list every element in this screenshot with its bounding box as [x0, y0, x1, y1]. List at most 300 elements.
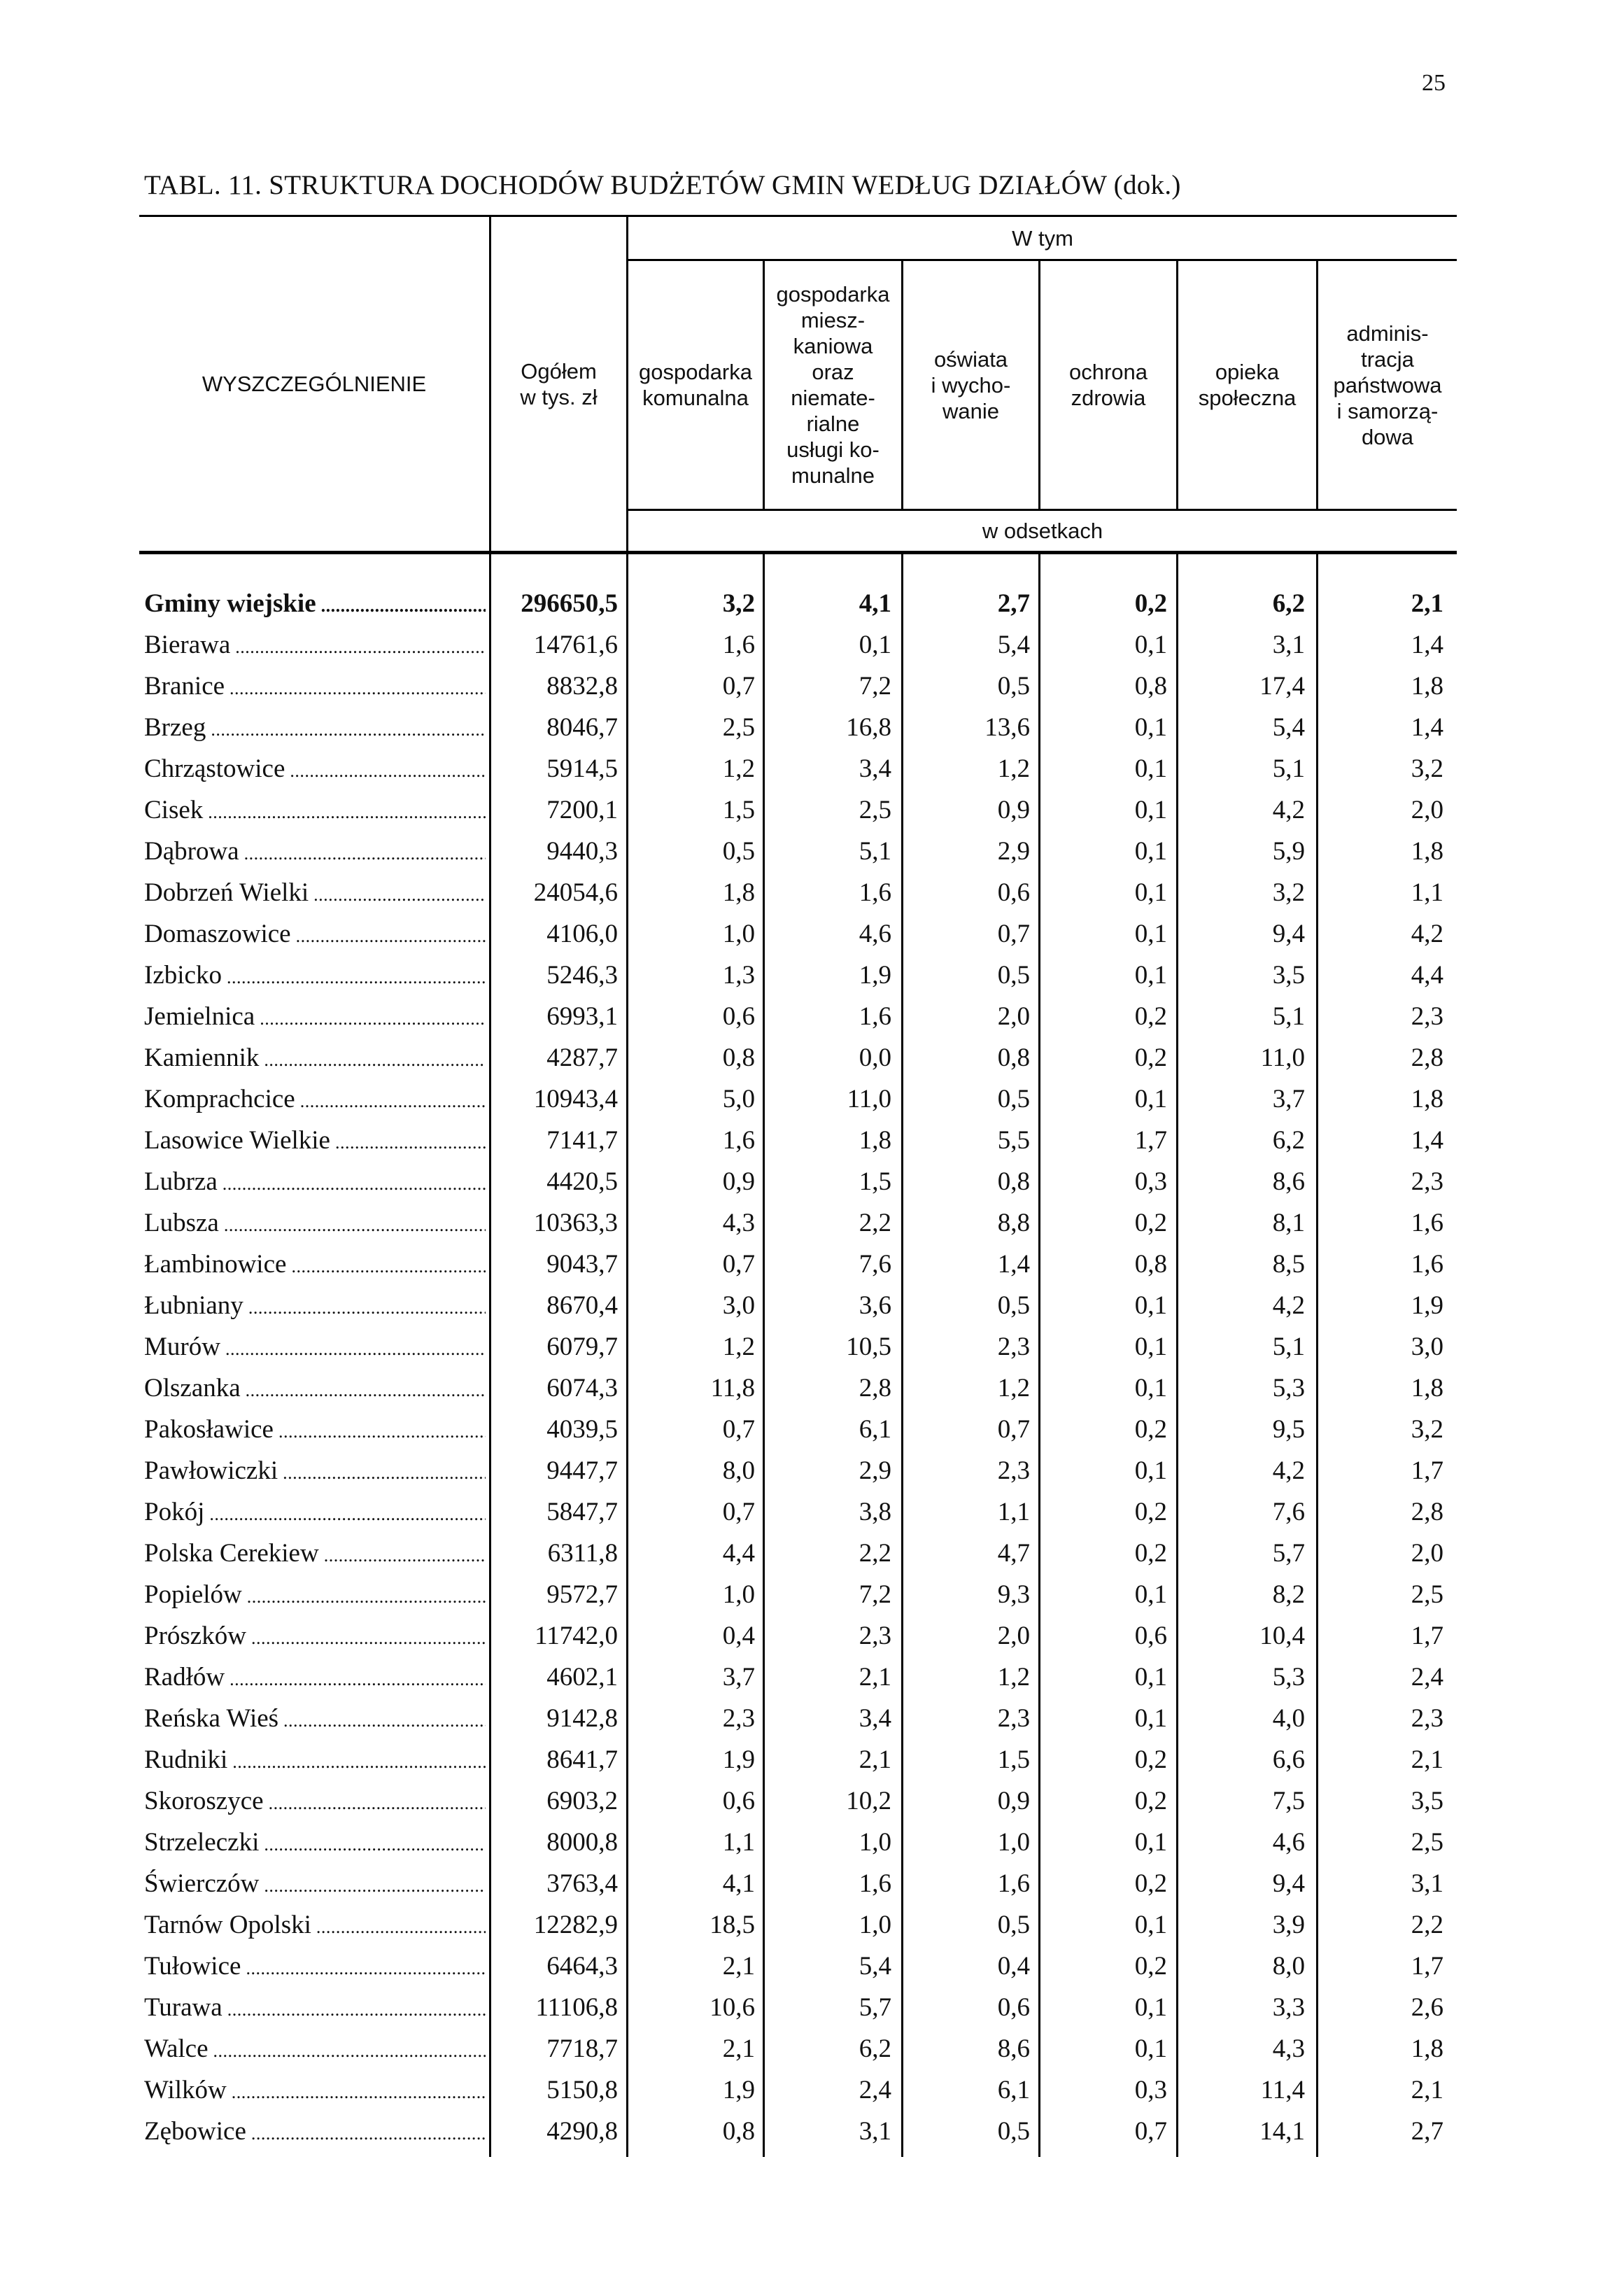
row-label: Cisek .....: [144, 795, 486, 825]
header-opieka: [1178, 261, 1316, 509]
cell-percent: 2,3: [997, 1333, 1030, 1361]
cell-percent: 5,4: [997, 631, 1030, 659]
cell-percent: 3,7: [722, 1663, 755, 1692]
table-row: [139, 1326, 1457, 1368]
header-line: ochrona: [1068, 360, 1148, 384]
row-label: Domaszowice .....: [144, 919, 486, 949]
cell-percent: 5,4: [859, 1952, 891, 1981]
table-row: [139, 1078, 1457, 1120]
table-row: [139, 1491, 1457, 1533]
cell-percent: 1,7: [1134, 1126, 1167, 1155]
cell-percent: 2,4: [1411, 1663, 1443, 1692]
table-row: [139, 913, 1457, 955]
table-row: [139, 1822, 1457, 1863]
cell-percent: 9,4: [1272, 920, 1305, 948]
cell-percent: 2,2: [1411, 1911, 1443, 1939]
cell-percent: 0,5: [997, 1911, 1030, 1939]
cell-percent: 4,1: [722, 1869, 755, 1898]
cell-percent: 0,3: [1134, 2076, 1167, 2104]
cell-percent: 0,1: [1134, 1456, 1167, 1485]
header-gosp-kom: [628, 261, 763, 509]
cell-total: 296650,5: [521, 589, 618, 618]
cell-percent: 2,7: [997, 589, 1030, 618]
cell-percent: 0,0: [859, 1043, 891, 1072]
cell-total: 8641,7: [546, 1745, 618, 1774]
table-row: [139, 1946, 1457, 1987]
cell-percent: 2,8: [859, 1374, 891, 1402]
cell-percent: 7,5: [1272, 1787, 1305, 1815]
table-row: [139, 1161, 1457, 1202]
cell-percent: 2,9: [997, 837, 1030, 866]
row-label: Pokój .....: [144, 1497, 486, 1527]
cell-percent: 0,9: [997, 1787, 1030, 1815]
cell-percent: 0,8: [997, 1167, 1030, 1196]
cell-percent: 8,0: [1272, 1952, 1305, 1981]
cell-percent: 0,5: [997, 672, 1030, 701]
cell-percent: 1,5: [859, 1167, 891, 1196]
table-row: [139, 955, 1457, 996]
table-title: TABL. 11. STRUKTURA DOCHODÓW BUDŻETÓW GMIN WEDŁUG DZIAŁÓW (dok.): [144, 170, 1181, 200]
cell-percent: 0,2: [1134, 1043, 1167, 1072]
row-label: Komprachcice .....: [144, 1084, 486, 1114]
cell-percent: 2,5: [859, 796, 891, 824]
header-unit-label: w odsetkach: [982, 519, 1103, 543]
table-row: [139, 666, 1457, 707]
cell-total: 8670,4: [546, 1291, 618, 1320]
cell-percent: 1,5: [997, 1745, 1030, 1774]
header-line: tracja: [1361, 346, 1414, 372]
cell-percent: 3,4: [859, 754, 891, 783]
row-label: Dobrzeń Wielki .....: [144, 878, 486, 908]
cell-percent: 0,2: [1134, 589, 1167, 618]
cell-total: 7718,7: [546, 2034, 618, 2063]
cell-percent: 0,1: [1134, 1911, 1167, 1939]
cell-total: 4290,8: [546, 2117, 618, 2146]
cell-percent: 1,9: [722, 2076, 755, 2104]
cell-percent: 9,4: [1272, 1869, 1305, 1898]
header-line: w tys. zł: [520, 384, 598, 409]
cell-percent: 17,4: [1259, 672, 1305, 701]
cell-total: 12282,9: [533, 1911, 618, 1939]
cell-total: 9447,7: [546, 1456, 618, 1485]
cell-percent: 8,6: [1272, 1167, 1305, 1196]
cell-percent: 3,1: [859, 2117, 891, 2146]
cell-percent: 7,6: [1272, 1498, 1305, 1526]
header-stub-label: WYSZCZEGÓLNIENIE: [202, 372, 427, 396]
cell-percent: 3,7: [1272, 1085, 1305, 1113]
cell-percent: 0,7: [997, 920, 1030, 948]
cell-percent: 0,9: [997, 796, 1030, 824]
cell-percent: 4,0: [1272, 1704, 1305, 1733]
cell-percent: 2,0: [1411, 796, 1443, 824]
cell-total: 4106,0: [546, 920, 618, 948]
table-row: [139, 1657, 1457, 1698]
table-row: [139, 1450, 1457, 1491]
header-admin: [1318, 261, 1457, 509]
cell-percent: 7,2: [859, 1580, 891, 1609]
header-line: komunalna: [642, 386, 749, 410]
cell-percent: 3,6: [859, 1291, 891, 1320]
cell-percent: 6,2: [1272, 589, 1305, 618]
cell-percent: 1,0: [997, 1828, 1030, 1857]
header-line: gospodarka: [776, 282, 890, 307]
cell-percent: 2,4: [859, 2076, 891, 2104]
header-line: adminis-: [1346, 321, 1429, 346]
summary-row: [139, 583, 1457, 624]
row-label: Gminy wiejskie .....: [144, 589, 486, 619]
cell-percent: 0,1: [1134, 961, 1167, 990]
cell-total: 8000,8: [546, 1828, 618, 1857]
cell-percent: 2,1: [859, 1663, 891, 1692]
header-total: [491, 217, 626, 551]
cell-total: 5246,3: [546, 961, 618, 990]
row-label: Bierawa .....: [144, 630, 486, 660]
cell-percent: 11,8: [710, 1374, 755, 1402]
cell-percent: 1,6: [859, 1869, 891, 1898]
header-line: dowa: [1361, 424, 1414, 449]
cell-total: 8046,7: [546, 713, 618, 742]
cell-percent: 0,1: [1134, 1085, 1167, 1113]
cell-percent: 5,7: [859, 1993, 891, 2022]
table-row: [139, 1780, 1457, 1822]
cell-percent: 13,6: [984, 713, 1030, 742]
cell-total: 4039,5: [546, 1415, 618, 1444]
cell-total: 10363,3: [533, 1209, 618, 1237]
cell-percent: 2,5: [1411, 1580, 1443, 1609]
cell-percent: 0,1: [1134, 1663, 1167, 1692]
cell-percent: 0,4: [997, 1952, 1030, 1981]
cell-total: 6903,2: [546, 1787, 618, 1815]
cell-percent: 0,1: [1134, 920, 1167, 948]
cell-percent: 5,5: [997, 1126, 1030, 1155]
header-ochrona: [1040, 261, 1176, 509]
cell-percent: 10,6: [709, 1993, 755, 2022]
cell-total: 4602,1: [546, 1663, 618, 1692]
cell-percent: 0,4: [722, 1622, 755, 1650]
header-line: rialne: [806, 412, 860, 436]
cell-percent: 10,2: [846, 1787, 891, 1815]
cell-percent: 3,9: [1272, 1911, 1305, 1939]
cell-percent: 2,1: [722, 2034, 755, 2063]
cell-percent: 1,6: [1411, 1209, 1443, 1237]
cell-percent: 2,3: [997, 1704, 1030, 1733]
cell-total: 8832,8: [546, 672, 618, 701]
table-row: [139, 1244, 1457, 1285]
table-row: [139, 748, 1457, 789]
table-row: [139, 1698, 1457, 1739]
cell-percent: 1,4: [1411, 1126, 1443, 1155]
cell-total: 5847,7: [546, 1498, 618, 1526]
cell-percent: 0,1: [1134, 837, 1167, 866]
header-line: munalne: [791, 463, 875, 488]
header-unit: [628, 511, 1457, 551]
cell-percent: 1,6: [859, 878, 891, 907]
cell-percent: 0,6: [722, 1787, 755, 1815]
cell-percent: 16,8: [846, 713, 891, 742]
cell-percent: 0,8: [997, 1043, 1030, 1072]
cell-percent: 11,0: [1260, 1043, 1305, 1072]
cell-percent: 3,2: [1411, 1415, 1443, 1444]
header-line: i wycho-: [931, 372, 1011, 398]
cell-percent: 2,1: [859, 1745, 891, 1774]
cell-percent: 8,1: [1272, 1209, 1305, 1237]
row-label: Lasowice Wielkie .....: [144, 1125, 486, 1155]
cell-percent: 0,9: [722, 1167, 755, 1196]
cell-percent: 0,5: [997, 961, 1030, 990]
cell-percent: 4,2: [1411, 920, 1443, 948]
row-label: Tarnów Opolski .....: [144, 1910, 486, 1940]
cell-percent: 0,2: [1134, 1539, 1167, 1568]
cell-percent: 2,3: [1411, 1704, 1443, 1733]
cell-percent: 2,2: [859, 1209, 891, 1237]
cell-percent: 1,2: [997, 1374, 1030, 1402]
cell-percent: 3,2: [1272, 878, 1305, 907]
cell-percent: 0,7: [722, 1415, 755, 1444]
cell-percent: 6,2: [1272, 1126, 1305, 1155]
header-line: społeczna: [1198, 386, 1297, 410]
cell-percent: 0,1: [1134, 713, 1167, 742]
row-label: Reńska Wieś .....: [144, 1703, 486, 1734]
cell-percent: 1,0: [722, 920, 755, 948]
cell-percent: 8,6: [997, 2034, 1030, 2063]
table-row: [139, 1202, 1457, 1244]
page-number: 25: [1422, 70, 1446, 96]
cell-percent: 1,2: [722, 754, 755, 783]
cell-percent: 1,5: [722, 796, 755, 824]
cell-percent: 1,8: [1411, 1085, 1443, 1113]
cell-percent: 0,2: [1134, 1787, 1167, 1815]
table-row: [139, 624, 1457, 666]
cell-percent: 1,0: [859, 1911, 891, 1939]
row-label: Prószków .....: [144, 1621, 486, 1651]
row-label: Walce .....: [144, 2034, 486, 2064]
cell-percent: 10,4: [1259, 1622, 1305, 1650]
cell-percent: 2,7: [1411, 2117, 1443, 2146]
header-line: usługi ko-: [786, 437, 880, 462]
cell-percent: 1,9: [1411, 1291, 1443, 1320]
cell-percent: 2,5: [1411, 1828, 1443, 1857]
row-label: Lubsza .....: [144, 1208, 486, 1238]
cell-percent: 0,7: [722, 1250, 755, 1279]
cell-total: 9142,8: [546, 1704, 618, 1733]
cell-percent: 1,8: [1411, 2034, 1443, 2063]
header-line: kaniowa: [793, 334, 873, 358]
cell-percent: 7,6: [859, 1250, 891, 1279]
row-label: Izbicko .....: [144, 960, 486, 990]
cell-percent: 6,6: [1272, 1745, 1305, 1774]
table-row: [139, 1987, 1457, 2028]
cell-percent: 3,1: [1411, 1869, 1443, 1898]
cell-percent: 1,6: [1411, 1250, 1443, 1279]
cell-percent: 1,2: [997, 1663, 1030, 1692]
cell-percent: 2,0: [1411, 1539, 1443, 1568]
cell-percent: 1,3: [722, 961, 755, 990]
cell-percent: 0,2: [1134, 1745, 1167, 1774]
cell-total: 7141,7: [546, 1126, 618, 1155]
cell-percent: 3,4: [859, 1704, 891, 1733]
cell-percent: 0,7: [722, 672, 755, 701]
cell-total: 6074,3: [546, 1374, 618, 1402]
table-body: [139, 583, 1457, 2152]
cell-total: 5150,8: [546, 2076, 618, 2104]
cell-total: 3763,4: [546, 1869, 618, 1898]
cell-percent: 0,8: [1134, 672, 1167, 701]
table-row: [139, 1409, 1457, 1450]
cell-percent: 0,3: [1134, 1167, 1167, 1196]
cell-percent: 5,0: [722, 1085, 755, 1113]
table-row: [139, 1037, 1457, 1078]
header-line: gospodarka: [638, 360, 752, 384]
cell-percent: 0,1: [1134, 1993, 1167, 2022]
cell-percent: 2,3: [1411, 1167, 1443, 1196]
cell-percent: 0,5: [997, 1085, 1030, 1113]
cell-percent: 0,1: [1134, 1374, 1167, 1402]
cell-percent: 5,1: [1272, 754, 1305, 783]
cell-percent: 2,0: [997, 1622, 1030, 1650]
cell-percent: 1,0: [859, 1828, 891, 1857]
cell-percent: 0,5: [997, 1291, 1030, 1320]
table-row: [139, 831, 1457, 872]
table-row: [139, 1368, 1457, 1409]
cell-percent: 1,4: [1411, 713, 1443, 742]
cell-percent: 1,2: [722, 1333, 755, 1361]
row-label: Łubniany .....: [144, 1291, 486, 1321]
cell-percent: 9,5: [1272, 1415, 1305, 1444]
cell-total: 10943,4: [533, 1085, 618, 1113]
cell-percent: 1,1: [1411, 878, 1443, 907]
table-row: [139, 1904, 1457, 1946]
cell-percent: 4,1: [859, 589, 891, 618]
cell-percent: 6,1: [859, 1415, 891, 1444]
cell-percent: 0,7: [997, 1415, 1030, 1444]
cell-percent: 1,8: [1411, 672, 1443, 701]
cell-percent: 2,3: [859, 1622, 891, 1650]
cell-percent: 1,7: [1411, 1456, 1443, 1485]
header-group-label: W tym: [1012, 225, 1073, 251]
row-label: Chrząstowice .....: [144, 754, 486, 784]
cell-percent: 1,1: [722, 1828, 755, 1857]
cell-percent: 3,2: [1411, 754, 1443, 783]
cell-percent: 5,1: [859, 837, 891, 866]
cell-percent: 1,0: [722, 1580, 755, 1609]
cell-percent: 1,4: [1411, 631, 1443, 659]
cell-percent: 2,5: [722, 713, 755, 742]
cell-percent: 10,5: [846, 1333, 891, 1361]
cell-percent: 2,8: [1411, 1043, 1443, 1072]
header-line: opieka: [1215, 360, 1280, 384]
cell-percent: 4,4: [722, 1539, 755, 1568]
row-label: Turawa .....: [144, 1992, 486, 2023]
cell-percent: 0,2: [1134, 1952, 1167, 1981]
row-label: Polska Cerekiew .....: [144, 1538, 486, 1568]
cell-percent: 5,3: [1272, 1374, 1305, 1402]
table-row: [139, 1533, 1457, 1574]
cell-percent: 0,1: [1134, 1704, 1167, 1733]
cell-percent: 8,0: [722, 1456, 755, 1485]
cell-percent: 0,6: [997, 878, 1030, 907]
cell-total: 4287,7: [546, 1043, 618, 1072]
row-label: Lubrza .....: [144, 1167, 486, 1197]
cell-percent: 3,1: [1272, 631, 1305, 659]
cell-percent: 0,1: [1134, 631, 1167, 659]
cell-percent: 2,1: [1411, 589, 1443, 618]
cell-percent: 3,5: [1411, 1787, 1443, 1815]
cell-percent: 2,3: [1411, 1002, 1443, 1031]
cell-percent: 4,3: [722, 1209, 755, 1237]
table-row: [139, 872, 1457, 913]
header-line: miesz-: [800, 308, 866, 332]
cell-percent: 0,2: [1134, 1209, 1167, 1237]
cell-percent: 2,3: [722, 1704, 755, 1733]
cell-total: 6079,7: [546, 1333, 618, 1361]
cell-percent: 11,4: [1260, 2076, 1305, 2104]
table-row: [139, 2069, 1457, 2111]
header-line: Ogółem: [521, 358, 597, 384]
cell-percent: 0,7: [1134, 2117, 1167, 2146]
row-label: Rudniki .....: [144, 1745, 486, 1775]
cell-percent: 0,1: [1134, 1828, 1167, 1857]
row-label: Strzeleczki .....: [144, 1827, 486, 1857]
cell-percent: 3,8: [859, 1498, 891, 1526]
header-bottom-rule: [139, 551, 1457, 554]
cell-total: 9572,7: [546, 1580, 618, 1609]
cell-total: 6464,3: [546, 1952, 618, 1981]
cell-percent: 1,8: [722, 878, 755, 907]
cell-percent: 8,5: [1272, 1250, 1305, 1279]
cell-percent: 5,7: [1272, 1539, 1305, 1568]
cell-total: 14761,6: [533, 631, 618, 659]
cell-total: 6993,1: [546, 1002, 618, 1031]
cell-percent: 0,1: [1134, 878, 1167, 907]
cell-percent: 1,6: [997, 1869, 1030, 1898]
table-row: [139, 1285, 1457, 1326]
cell-percent: 3,3: [1272, 1993, 1305, 2022]
cell-percent: 0,5: [722, 837, 755, 866]
cell-percent: 1,9: [722, 1745, 755, 1774]
cell-percent: 4,2: [1272, 1456, 1305, 1485]
cell-percent: 1,8: [1411, 837, 1443, 866]
row-label: Wilków .....: [144, 2075, 486, 2105]
cell-percent: 1,6: [722, 1126, 755, 1155]
table-row: [139, 1615, 1457, 1657]
cell-percent: 3,0: [1411, 1333, 1443, 1361]
cell-percent: 0,1: [1134, 2034, 1167, 2063]
row-label: Brzeg .....: [144, 712, 486, 743]
cell-percent: 4,2: [1272, 1291, 1305, 1320]
cell-percent: 1,8: [859, 1126, 891, 1155]
header-group-w-tym: [628, 217, 1457, 259]
cell-percent: 5,9: [1272, 837, 1305, 866]
table-row: [139, 2028, 1457, 2069]
cell-percent: 2,2: [859, 1539, 891, 1568]
cell-percent: 4,4: [1411, 961, 1443, 990]
cell-total: 24054,6: [533, 878, 618, 907]
cell-percent: 5,1: [1272, 1002, 1305, 1031]
cell-percent: 1,6: [722, 631, 755, 659]
cell-percent: 5,4: [1272, 713, 1305, 742]
table-row: [139, 2111, 1457, 2152]
cell-percent: 0,1: [1134, 1580, 1167, 1609]
cell-percent: 6,1: [997, 2076, 1030, 2104]
cell-percent: 11,0: [847, 1085, 891, 1113]
cell-percent: 4,3: [1272, 2034, 1305, 2063]
cell-percent: 0,5: [997, 2117, 1030, 2146]
cell-percent: 2,1: [1411, 2076, 1443, 2104]
cell-percent: 8,2: [1272, 1580, 1305, 1609]
cell-percent: 18,5: [709, 1911, 755, 1939]
cell-percent: 2,1: [722, 1952, 755, 1981]
row-label: Świerczów .....: [144, 1869, 486, 1899]
